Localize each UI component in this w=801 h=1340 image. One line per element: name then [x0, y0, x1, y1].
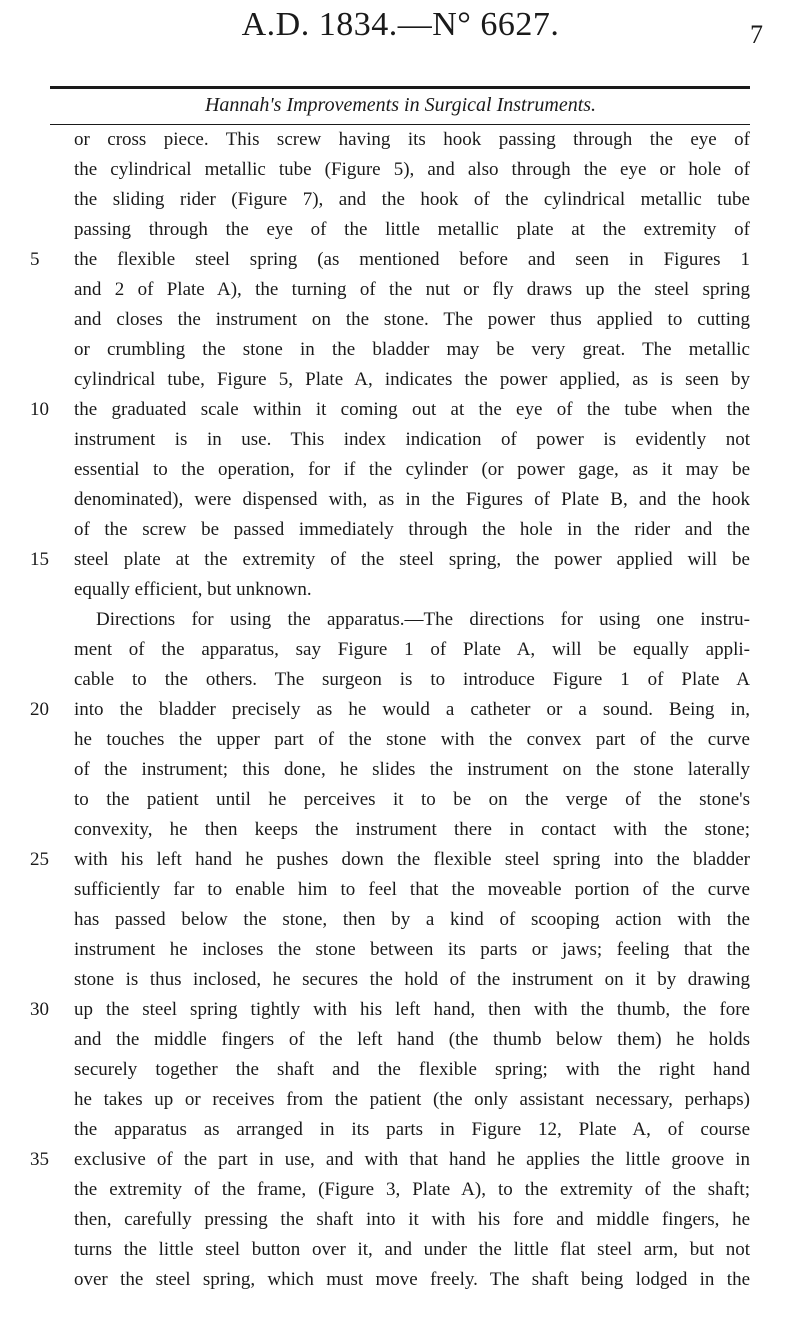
text-line: instrument he incloses the stone between its parts or jaws; feeling that the: [74, 939, 750, 960]
text-line: and 2 of Plate A), the turning of the nut or fly draws up the steel spring: [74, 279, 750, 300]
text-line: stone is thus inclosed, he secures the hold of the instrument on it by drawing: [74, 969, 750, 990]
text-line: or crumbling the stone in the bladder may be very great. The metallic: [74, 339, 750, 360]
page-header: [0, 6, 801, 116]
text-line: the flexible steel spring (as mentioned before and seen in Figures 1: [74, 249, 750, 270]
text-line: exclusive of the part in use, and with that hand he applies the little groove in: [74, 1149, 750, 1170]
text-line: instrument is in use. This index indication of power is evidently not: [74, 429, 750, 450]
text-line: securely together the shaft and the flexible spring; with the right hand: [74, 1059, 750, 1080]
line-number: 35: [30, 1149, 49, 1170]
text-line: ment of the apparatus, say Figure 1 of Plate A, will be equally appli-: [74, 639, 750, 660]
text-line: he takes up or receives from the patient (the only assistant necessary, perhaps): [74, 1089, 750, 1110]
document-title: A.D. 1834.—N° 6627.: [241, 6, 560, 43]
text-line: of the screw be passed immediately through the hole in the rider and the: [74, 519, 750, 540]
line-number: 20: [30, 699, 49, 720]
text-line: denominated), were dispensed with, as in the Figures of Plate B, and the hook: [74, 489, 750, 510]
text-line: the apparatus as arranged in its parts in Figure 12, Plate A, of course: [74, 1119, 750, 1140]
header-rule-thin: [50, 124, 750, 125]
text-line: over the steel spring, which must move freely. The shaft being lodged in the: [74, 1269, 750, 1290]
text-line: turns the little steel button over it, and under the little flat steel arm, but not: [74, 1239, 750, 1260]
text-line: cable to the others. The surgeon is to introduce Figure 1 of Plate A: [74, 669, 750, 690]
header-rule-thick: [50, 86, 750, 89]
text-line: and the middle fingers of the left hand (the thumb below them) he holds: [74, 1029, 750, 1050]
text-line: up the steel spring tightly with his left hand, then with the thumb, the fore: [74, 999, 750, 1020]
text-line: Directions for using the apparatus.—The directions for using one instru-: [96, 609, 750, 630]
text-line: with his left hand he pushes down the flexible steel spring into the bladder: [74, 849, 750, 870]
line-number: 30: [30, 999, 49, 1020]
text-line: equally efficient, but unknown.: [74, 579, 312, 600]
text-line: into the bladder precisely as he would a catheter or a sound. Being in,: [74, 699, 750, 720]
text-line: then, carefully pressing the shaft into it with his fore and middle fingers, he: [74, 1209, 750, 1230]
text-line: cylindrical tube, Figure 5, Plate A, indicates the power applied, as is seen by: [74, 369, 750, 390]
text-line: he touches the upper part of the stone with the convex part of the curve: [74, 729, 750, 750]
text-line: essential to the operation, for if the cylinder (or power gage, as it may be: [74, 459, 750, 480]
page-number: 7: [750, 20, 763, 49]
line-number: 15: [30, 549, 49, 570]
text-line: steel plate at the extremity of the steel spring, the power applied will be: [74, 549, 750, 570]
text-line: the cylindrical metallic tube (Figure 5), and also through the eye or hole of: [74, 159, 750, 180]
text-line: the sliding rider (Figure 7), and the hook of the cylindrical metallic tube: [74, 189, 750, 210]
line-number: 10: [30, 399, 49, 420]
text-line: of the instrument; this done, he slides the instrument on the stone laterally: [74, 759, 750, 780]
line-number: 5: [30, 249, 40, 270]
text-line: or cross piece. This screw having its hook passing through the eye of: [74, 129, 750, 150]
text-line: to the patient until he perceives it to be on the verge of the stone's: [74, 789, 750, 810]
text-line: convexity, he then keeps the instrument there in contact with the stone;: [74, 819, 750, 840]
text-line: has passed below the stone, then by a kind of scooping action with the: [74, 909, 750, 930]
text-line: the graduated scale within it coming out at the eye of the tube when the: [74, 399, 750, 420]
text-line: sufficiently far to enable him to feel that the moveable portion of the curve: [74, 879, 750, 900]
line-number: 25: [30, 849, 49, 870]
text-line: the extremity of the frame, (Figure 3, Plate A), to the extremity of the shaft;: [74, 1179, 750, 1200]
text-line: passing through the eye of the little metallic plate at the extremity of: [74, 219, 750, 240]
text-line: and closes the instrument on the stone. The power thus applied to cutting: [74, 309, 750, 330]
running-title: Hannah's Improvements in Surgical Instruments.: [204, 94, 597, 116]
